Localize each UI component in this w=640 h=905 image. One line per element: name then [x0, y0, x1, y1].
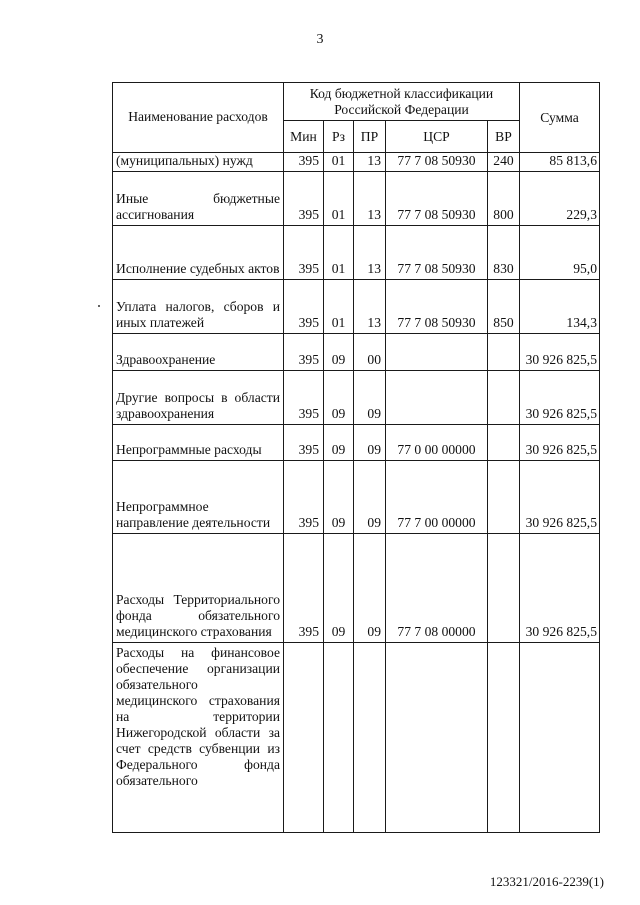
row-pr: 13: [354, 153, 386, 172]
row-csr: 77 7 08 00000: [386, 534, 488, 643]
table-row: [113, 534, 600, 643]
table-row: [113, 280, 600, 334]
row-min: 395: [284, 371, 324, 425]
header-rz: Рз: [324, 121, 354, 153]
row-min: 395: [284, 153, 324, 172]
row-sum: 85 813,6: [520, 153, 600, 172]
row-vr: 830: [488, 226, 520, 280]
row-vr: 240: [488, 153, 520, 172]
row-name: Исполнение судебных актов: [113, 226, 284, 280]
header-csr: ЦСР: [386, 121, 488, 153]
row-sum: 30 926 825,5: [520, 425, 600, 461]
row-rz: 01: [324, 153, 354, 172]
row-name: (муниципальных) нужд: [113, 153, 284, 172]
row-rz: 09: [324, 425, 354, 461]
row-csr: [386, 334, 488, 371]
row-vr: [488, 334, 520, 371]
row-name: Уплата налогов, сборов и иных платежей: [113, 280, 284, 334]
row-csr: 77 7 08 50930: [386, 153, 488, 172]
row-csr: [386, 371, 488, 425]
row-csr: 77 7 08 50930: [386, 226, 488, 280]
header-vr: ВР: [488, 121, 520, 153]
row-sum: 134,3: [520, 280, 600, 334]
row-sum: 30 926 825,5: [520, 534, 600, 643]
row-rz: 01: [324, 172, 354, 226]
row-min: 395: [284, 334, 324, 371]
row-csr: 77 7 00 00000: [386, 461, 488, 534]
row-vr: [488, 534, 520, 643]
stray-mark: [98, 305, 100, 307]
row-sum: 30 926 825,5: [520, 371, 600, 425]
row-pr: 13: [354, 226, 386, 280]
row-min: [284, 643, 324, 833]
header-sum: Сумма: [520, 83, 600, 153]
table-row: [113, 153, 600, 172]
table-row: [113, 226, 600, 280]
row-vr: [488, 371, 520, 425]
row-csr: 77 7 08 50930: [386, 280, 488, 334]
row-rz: 09: [324, 334, 354, 371]
table-row: [113, 334, 600, 371]
row-pr: 13: [354, 280, 386, 334]
row-pr: 09: [354, 371, 386, 425]
row-rz: 09: [324, 371, 354, 425]
table-row: [113, 425, 600, 461]
row-pr: 09: [354, 461, 386, 534]
row-pr: 00: [354, 334, 386, 371]
row-min: 395: [284, 461, 324, 534]
row-min: 395: [284, 172, 324, 226]
row-sum: [520, 643, 600, 833]
row-csr: [386, 643, 488, 833]
row-rz: 01: [324, 226, 354, 280]
row-name: Иные бюджетные ассигнования: [113, 172, 284, 226]
row-name: Непрограммное направление деятельности: [113, 461, 284, 534]
row-pr: 13: [354, 172, 386, 226]
row-rz: [324, 643, 354, 833]
row-rz: 09: [324, 461, 354, 534]
header-name: Наименование расходов: [113, 83, 284, 153]
row-sum: 229,3: [520, 172, 600, 226]
page-number: 3: [316, 32, 324, 47]
row-name: Здравоохранение: [113, 334, 284, 371]
row-sum: 95,0: [520, 226, 600, 280]
row-csr: 77 7 08 50930: [386, 172, 488, 226]
row-pr: 09: [354, 425, 386, 461]
table-row: [113, 371, 600, 425]
row-name: Расходы Территориального фонда обязательного медицинского страхования: [113, 534, 284, 643]
row-name: Другие вопросы в области здравоохранения: [113, 371, 284, 425]
row-vr: 800: [488, 172, 520, 226]
row-min: 395: [284, 280, 324, 334]
header-min: Мин: [284, 121, 324, 153]
row-rz: 01: [324, 280, 354, 334]
header-pr: ПР: [354, 121, 386, 153]
row-name: Расходы на финансовое обеспечение организации обязательного медицинского страхования на территории Нижегородской области за счет средств субвенции из Федерального фонда обязательного: [113, 643, 284, 833]
table-header-row: [113, 83, 600, 121]
row-min: 395: [284, 226, 324, 280]
row-rz: 09: [324, 534, 354, 643]
row-csr: 77 0 00 00000: [386, 425, 488, 461]
header-classification: Код бюджетной классификации Российской Федерации: [284, 83, 520, 121]
table-row: [113, 461, 600, 534]
row-vr: [488, 461, 520, 534]
row-pr: [354, 643, 386, 833]
row-name: Непрограммные расходы: [113, 425, 284, 461]
row-min: 395: [284, 534, 324, 643]
row-sum: 30 926 825,5: [520, 334, 600, 371]
row-min: 395: [284, 425, 324, 461]
row-vr: [488, 643, 520, 833]
document-code: 123321/2016-2239(1): [489, 874, 604, 889]
table-row: [113, 172, 600, 226]
row-vr: 850: [488, 280, 520, 334]
budget-table: [112, 82, 600, 833]
row-pr: 09: [354, 534, 386, 643]
table-row: [113, 643, 600, 833]
row-vr: [488, 425, 520, 461]
row-sum: 30 926 825,5: [520, 461, 600, 534]
